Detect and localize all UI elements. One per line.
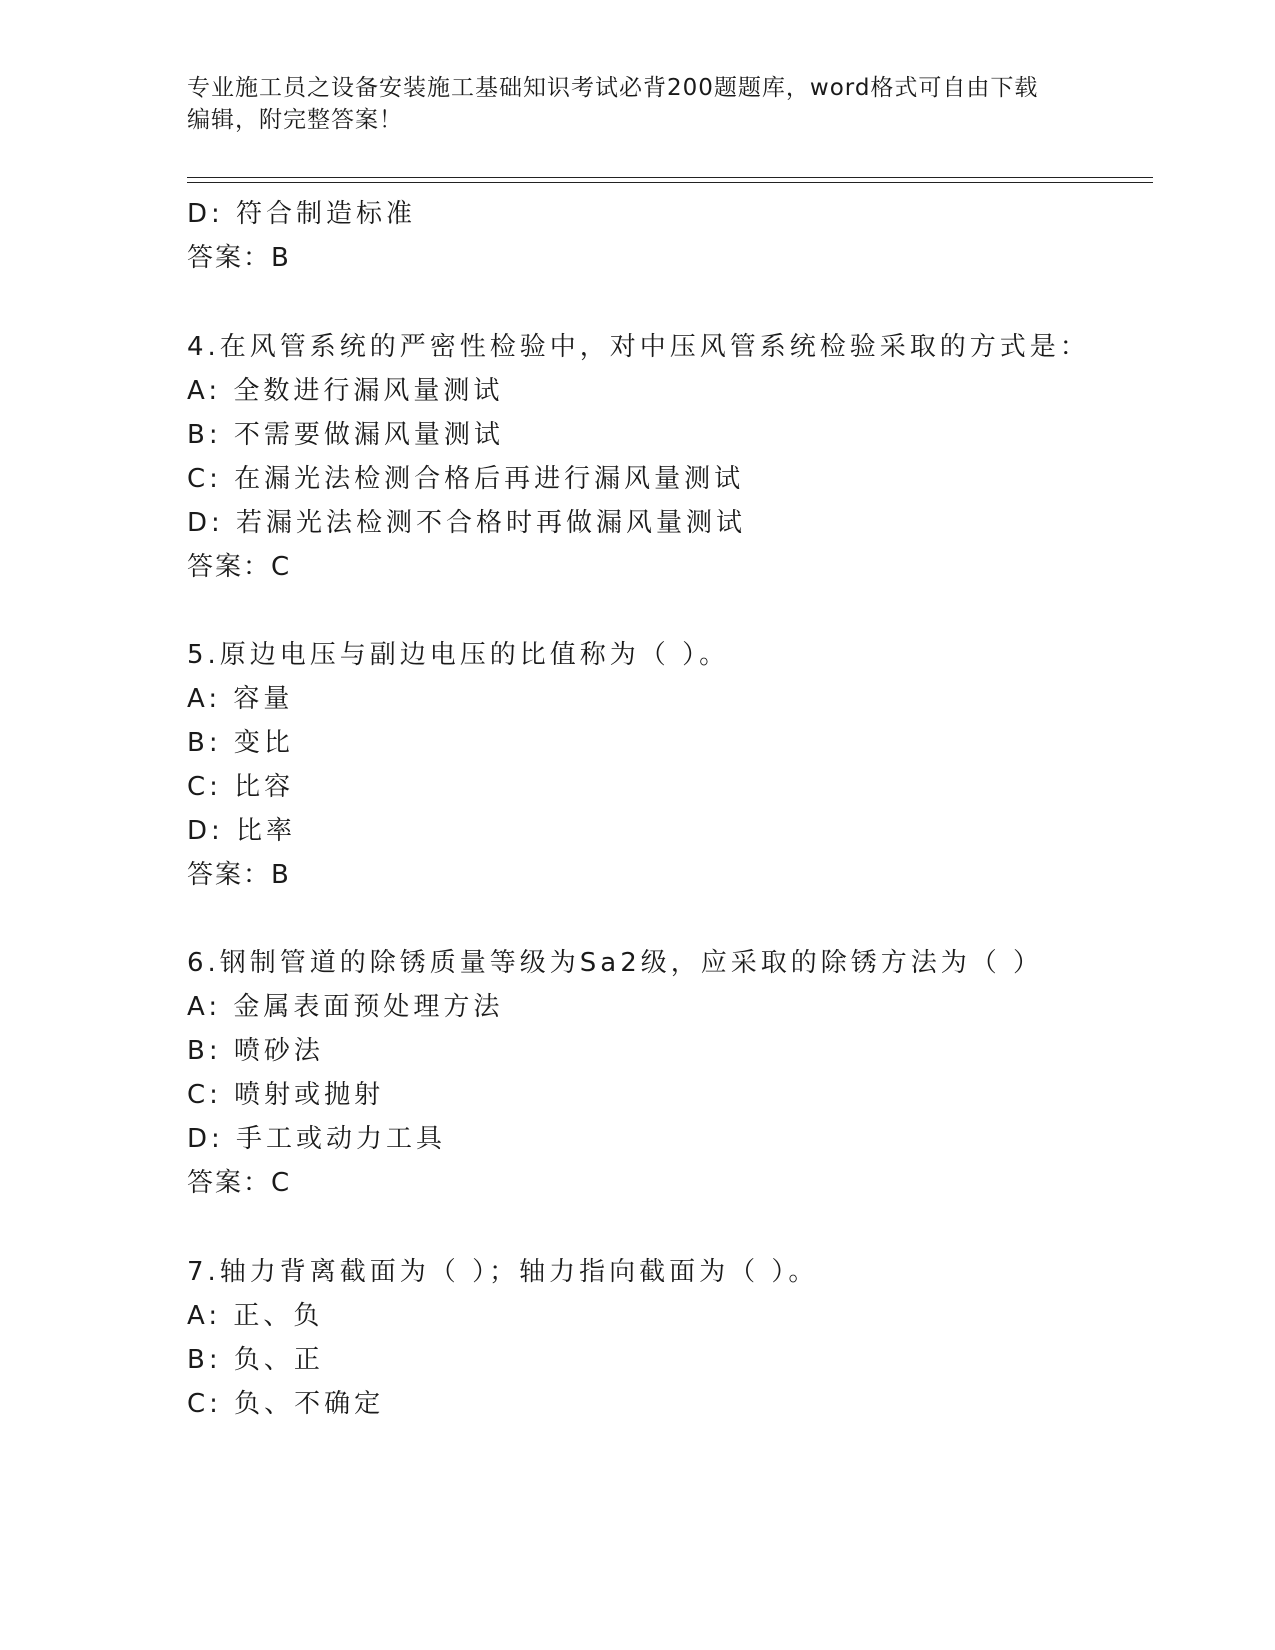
question-6-option-d: D: 手工或动力工具	[187, 1124, 447, 1154]
question-4-answer: 答案：C	[187, 552, 292, 582]
question-7-option-a: A: 正、负	[187, 1301, 324, 1331]
question-4-option-b: B: 不需要做漏风量测试	[187, 420, 504, 450]
question-6-option-b: B: 喷砂法	[187, 1036, 324, 1066]
prev-answer: 答案：B	[187, 243, 291, 273]
question-4-option-a: A: 全数进行漏风量测试	[187, 376, 504, 406]
question-5-answer: 答案：B	[187, 860, 291, 890]
question-7-option-c: C: 负、不确定	[187, 1389, 385, 1419]
document-header	[187, 72, 1067, 136]
question-5-option-a: A: 容量	[187, 684, 294, 714]
question-5-option-d: D: 比率	[187, 816, 297, 846]
question-5-text: 5.原边电压与副边电压的比值称为（ ）。	[187, 640, 730, 670]
question-6-option-a: A: 金属表面预处理方法	[187, 992, 504, 1022]
question-7-text: 7.轴力背离截面为（ ）；轴力指向截面为（ ）。	[187, 1257, 819, 1287]
question-6-option-c: C: 喷射或抛射	[187, 1080, 385, 1110]
question-4-option-c: C: 在漏光法检测合格后再进行漏风量测试	[187, 464, 745, 494]
question-5-option-b: B: 变比	[187, 728, 294, 758]
question-4-option-d: D: 若漏光法检测不合格时再做漏风量测试	[187, 508, 747, 538]
header-title-line1: 专业施工员之设备安装施工基础知识考试必背200题题库，word格式可自由下载	[187, 75, 1039, 101]
question-4-text: 4.在风管系统的严密性检验中，对中压风管系统检验采取的方式是：	[187, 332, 1090, 362]
question-5-option-c: C: 比容	[187, 772, 295, 802]
header-divider-second	[187, 182, 1153, 183]
prev-option-d: D: 符合制造标准	[187, 199, 417, 229]
question-6-answer: 答案：C	[187, 1168, 292, 1198]
question-6-text: 6.钢制管道的除锈质量等级为Sa2级，应采取的除锈方法为（ ）	[187, 948, 1044, 978]
question-7-option-b: B: 负、正	[187, 1345, 324, 1375]
header-title-line2: 编辑，附完整答案！	[187, 107, 403, 133]
header-divider	[187, 177, 1153, 178]
